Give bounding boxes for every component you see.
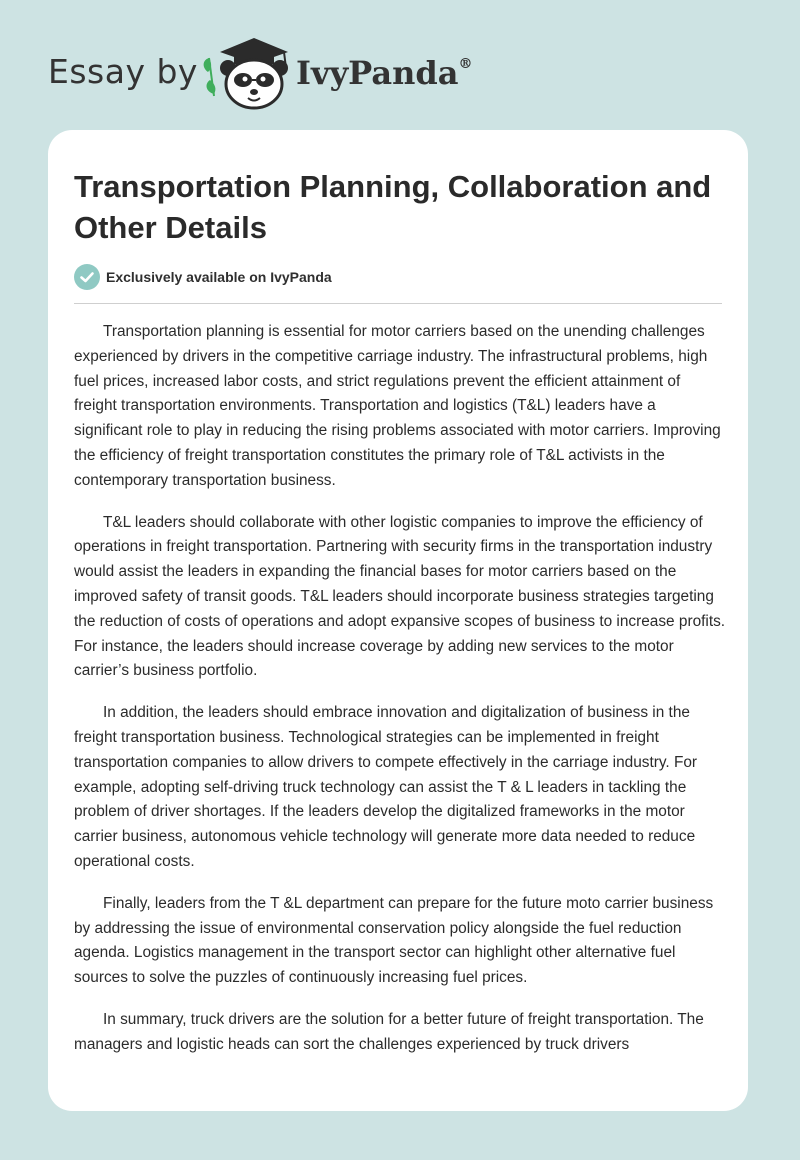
exclusive-badge-label: Exclusively available on IvyPanda — [106, 269, 332, 285]
paragraph: T&L leaders should collaborate with other logistic companies to improve the efficiency of operations in freight transportation. Partnering with security firms in the transportation industry would assist the leaders in expanding the financial bases for motor carriers based on the improved safety of transit goods. T&L leaders should incorporate business strategies targeting the reduction of costs of operations and adopt expansive scopes of business to increase profits. For instance, the leaders should increase coverage by adding new services to the motor carrier’s business portfolio. — [74, 513, 726, 680]
paragraph: In addition, the leaders should embrace innovation and digitalization of business in the freight transportation business. Technological strategies can be implemented in freight transportation companies to allow drivers to compete effectively in the carriage industry. For example, adopting self-driving truck technology can assist the T & L leaders in tackling the problem of driver shortages. If the leaders develop the digitalized frameworks in the motor carrier business, autonomous vehicle technology will generate more data needed to reduce operational costs. — [74, 704, 698, 870]
article-body — [74, 320, 726, 1075]
divider — [74, 303, 722, 304]
article-card — [48, 130, 748, 1111]
paragraph: Finally, leaders from the T &L department can prepare for the future moto carrier business by addressing the issue of environmental conservation policy alongside the fuel reduction agenda. Logistics management in the transport sector can highlight other alternative fuel sources to solve the puzzles of continuously increasing fuel prices. — [74, 894, 714, 987]
check-icon — [74, 264, 100, 290]
site-header — [48, 34, 508, 114]
paragraph: In summary, truck drivers are the solution for a better future of freight transportation. The managers and logistic heads can sort the challenges experienced by truck drivers — [74, 1010, 704, 1053]
paragraph: Transportation planning is essential for motor carriers based on the unending challenges experienced by drivers in the competitive carriage industry. The infrastructural problems, high fuel prices, increased labor costs, and strict regulations prevent the efficient attainment of freight transportation environments. Transportation and logistics (T&L) leaders have a significant role to play in reducing the rising problems associated with motor carriers. Improving the efficiency of freight transportation constitutes the primary role of T&L activists in the contemporary transportation business. — [74, 323, 721, 489]
registered-mark: ® — [458, 56, 473, 72]
essay-by-label: Essay by — [48, 52, 198, 91]
brand-name: IvyPanda® — [296, 54, 473, 92]
article-title: Transportation Planning, Collaboration and Other Details — [74, 169, 712, 245]
exclusive-badge — [74, 264, 332, 290]
panda-logo-icon — [200, 34, 292, 110]
